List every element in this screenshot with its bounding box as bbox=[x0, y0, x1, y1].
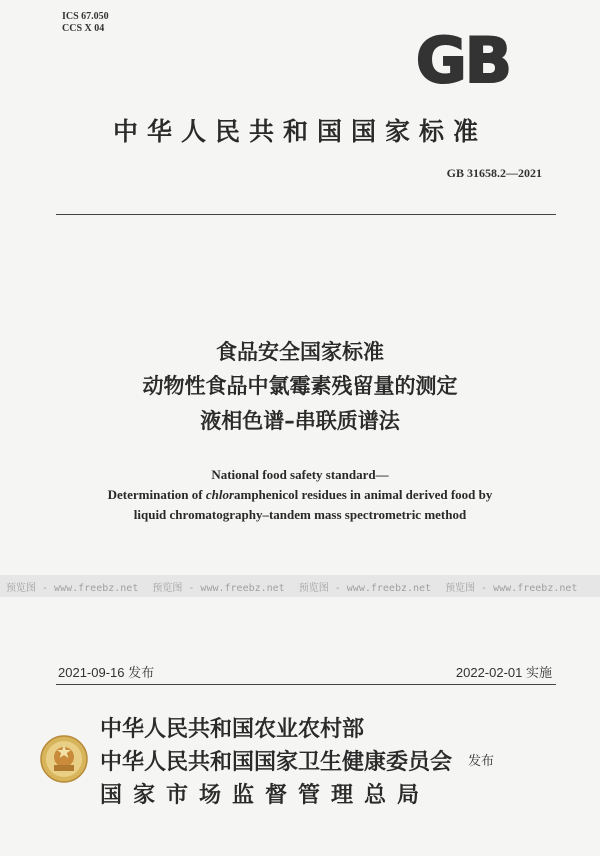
watermark-text: 预览图 - www.freebz.net bbox=[152, 582, 285, 594]
implement-date: 2022-02-01 实施 bbox=[455, 665, 552, 680]
title-en-line2-prefix: Determination of bbox=[107, 487, 206, 502]
standard-category-title: 中华人民共和国国家标准 bbox=[112, 117, 487, 146]
issue-date: 2021-09-16 发布 bbox=[58, 665, 155, 680]
title-en-line2-suffix: residues in animal derived food by bbox=[298, 487, 493, 502]
title-en-line3: liquid chromatography–tandem mass spectrometric method bbox=[133, 507, 467, 522]
watermark-text: 预览图 - www.freebz.net bbox=[445, 582, 578, 594]
ccs-code: CCS X 04 bbox=[62, 23, 105, 34]
issuer-market-regulation: 国家市场监督管理总局 bbox=[100, 782, 431, 808]
title-en-line2 bbox=[0, 485, 600, 504]
standard-number: GB 31658.2—2021 bbox=[446, 166, 542, 180]
issuer-health-commission: 中华人民共和国国家卫生健康委员会 bbox=[100, 749, 453, 775]
title-cn-line3: 液相色谱–串联质谱法 bbox=[200, 409, 400, 433]
header-divider bbox=[56, 214, 556, 215]
gb-logo-icon bbox=[402, 28, 524, 88]
classification-codes bbox=[62, 11, 109, 35]
watermark-text: 预览图 - www.freebz.net bbox=[6, 582, 139, 594]
svg-text:GB: GB bbox=[415, 28, 511, 88]
ics-code: ICS 67.050 bbox=[62, 11, 109, 22]
title-cn-line2: 动物性食品中氯霉素残留量的测定 bbox=[142, 374, 458, 398]
title-en-chemical-part1: chlor bbox=[205, 487, 234, 502]
watermark-banner bbox=[0, 575, 600, 597]
watermark-text: 预览图 - www.freebz.net bbox=[298, 582, 432, 594]
title-en-line1: National food safety standard— bbox=[211, 467, 389, 482]
title-en-chemical-part2: amphenicol bbox=[234, 487, 299, 502]
issuer-ministry-agriculture: 中华人民共和国农业农村部 bbox=[100, 716, 365, 742]
title-cn-line1: 食品安全国家标准 bbox=[216, 340, 384, 364]
footer-divider bbox=[56, 684, 556, 685]
publish-label: 发布 bbox=[468, 754, 495, 769]
national-emblem-icon bbox=[40, 735, 88, 783]
